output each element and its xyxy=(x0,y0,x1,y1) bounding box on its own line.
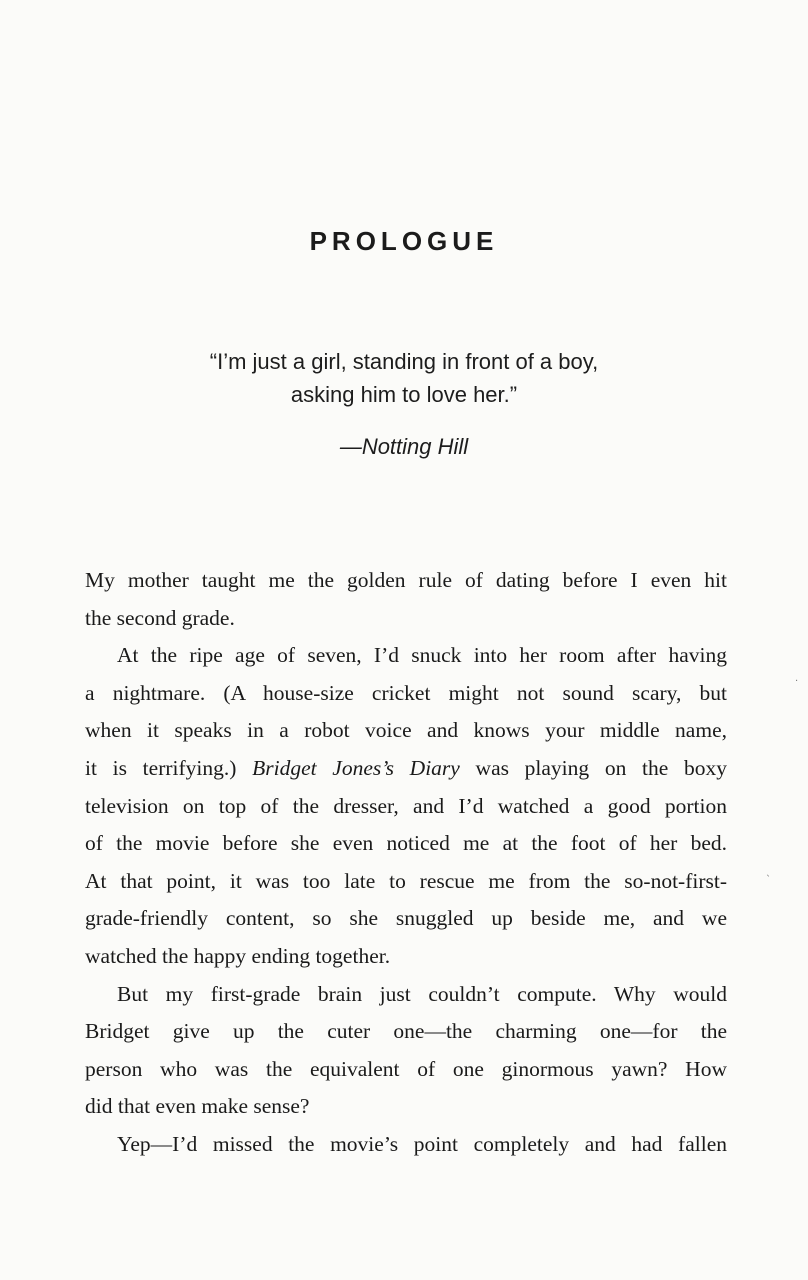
text-line: person who was the equivalent of one ginormous yawn? How xyxy=(85,1056,727,1081)
text-line: But my first-grade brain just couldn’t compute. Why would xyxy=(117,981,727,1006)
epigraph-quote xyxy=(0,345,808,411)
text-line: when it speaks in a robot voice and knows your middle name, xyxy=(85,718,727,743)
text-line: television on top of the dresser, and I’d watched a good portion xyxy=(85,793,727,818)
text-line: At the ripe age of seven, I’d snuck into her room after having xyxy=(117,643,727,668)
text-line: grade-friendly content, so she snuggled up beside me, and we xyxy=(85,906,727,931)
chapter-title: PROLOGUE xyxy=(309,226,499,256)
text-segment: was playing on the boxy xyxy=(459,755,727,780)
text-line: Bridget give up the cuter one—the charming one—for the xyxy=(85,1019,727,1044)
body-text xyxy=(85,562,727,1164)
text-line: a nightmare. (A house-size cricket might not sound scary, but xyxy=(85,680,727,705)
text-line: Yep—I’d missed the movie’s point completely and had fallen xyxy=(117,1131,727,1156)
text-segment: it is terrifying.) xyxy=(85,755,253,780)
text-line: of the movie before she even noticed me at the foot of her bed. xyxy=(85,831,727,856)
text-line: did that even make sense? xyxy=(85,1094,310,1119)
epigraph-line: “I’m just a girl, standing in front of a boy, xyxy=(209,349,599,374)
book-title: Bridget Jones’s Diary xyxy=(252,755,460,780)
epigraph-source: —Notting Hill xyxy=(339,434,469,459)
text-line: At that point, it was too late to rescue me from the so-not-first- xyxy=(85,868,727,893)
text-line: the second grade. xyxy=(85,605,235,630)
text-line: My mother taught me the golden rule of dating before I even hit xyxy=(85,568,727,592)
text-line-with-title xyxy=(85,750,727,788)
stray-mark: · xyxy=(795,676,799,687)
epigraph-line: asking him to love her.” xyxy=(290,382,518,407)
text-line: watched the happy ending together. xyxy=(85,943,391,968)
stray-mark: ˎ xyxy=(766,866,771,877)
